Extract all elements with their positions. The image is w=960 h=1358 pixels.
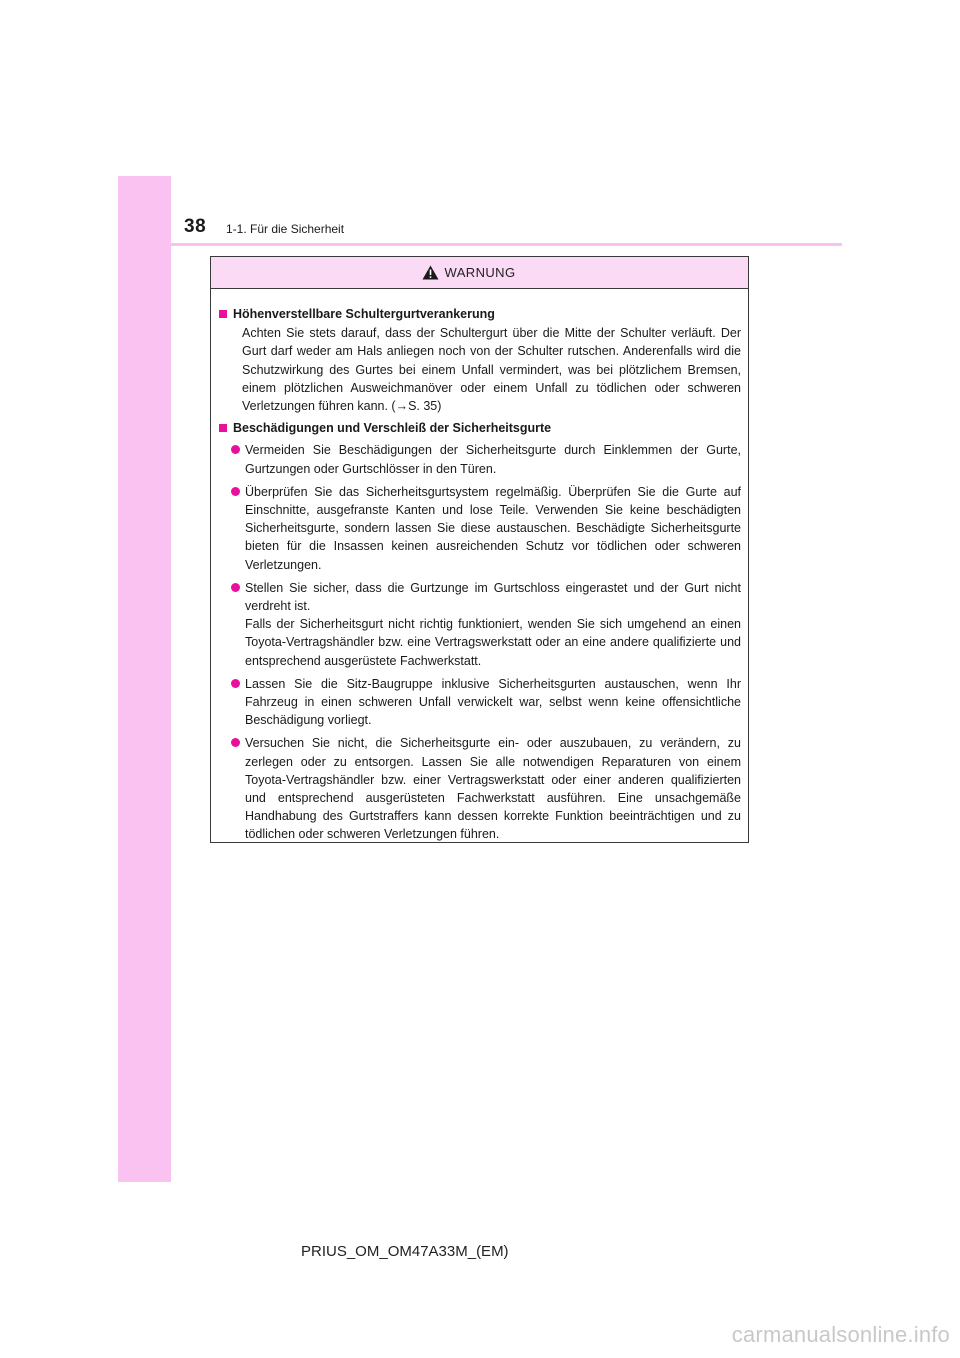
bullet-dot-icon xyxy=(231,679,240,688)
section-heading: Beschädigungen und Verschleiß der Sicherheitsgurte xyxy=(218,419,741,437)
bullet-dot-icon xyxy=(231,583,240,592)
list-item: Versuchen Sie nicht, die Sicherheitsgurte ein- oder auszubauen, zu verändern, zu zerlegen oder zu entsorgen. Lassen Sie alle notwendigen Reparaturen von einem Toyota-Vertragshändler bzw. einer Vertragswerkstatt oder einer anderen qualifizierten und entsprechend ausgerüsteten Fachwerkstatt ausführen. Eine unsachgemäße Handhabung des Gurtstraffers kann dessen korrekte Funktion beeinträchtigen und zu tödlichen oder schweren Verletzungen führen. xyxy=(231,734,741,843)
list-item: Lassen Sie die Sitz-Baugruppe inklusive Sicherheitsgurten austauschen, wenn Ihr Fahrzeug in einen schweren Unfall verwickelt war, selbst wenn keine offensichtliche Beschädigung vorliegt. xyxy=(231,675,741,730)
list-item: Vermeiden Sie Beschädigungen der Sicherheitsgurte durch Einklemmen der Gurte, Gurtzungen oder Gurtschlösser in den Türen. xyxy=(231,441,741,477)
square-bullet-icon xyxy=(219,310,227,318)
document-code: PRIUS_OM_OM47A33M_(EM) xyxy=(301,1243,509,1260)
warning-triangle-icon xyxy=(422,265,439,280)
section-title: 1-1. Für die Sicherheit xyxy=(226,222,345,236)
warning-title: WARNUNG xyxy=(444,265,516,280)
section-heading: Höhenverstellbare Schultergurtverankerung xyxy=(218,305,741,323)
bullet-dot-icon xyxy=(231,445,240,454)
warning-box xyxy=(210,256,749,843)
side-tab-band xyxy=(118,176,171,1182)
section-paragraph: Achten Sie stets darauf, dass der Schultergurt über die Mitte der Schulter verläuft. Der Gurt darf weder am Hals anliegen noch von der Schulter rutschen. Anderenfalls wird die Schutzwirkung des Gurtes bei einem Unfall vermindert, was bei plötzlichem Bremsen, einem plötzlichen Ausweichmanöver oder einem Unfall zu tödlichen oder schweren Verletzungen führen kann. (→S. 35) xyxy=(242,326,741,414)
list-item: Überprüfen Sie das Sicherheitsgurtsystem regelmäßig. Überprüfen Sie die Gurte auf Einschnitte, ausgefranste Kanten und lose Teile. Verwenden Sie keine beschädigten Sicherheitsgurte, sondern lassen Sie diese austauschen. Beschädigte Sicherheitsgurte bieten für die Insassen keinen ausreichenden Schutz vor tödlichen oder schweren Verletzungen. xyxy=(231,483,741,574)
page-number: 38 xyxy=(184,216,207,237)
square-bullet-icon xyxy=(219,424,227,432)
header-divider xyxy=(118,243,842,246)
bullet-dot-icon xyxy=(231,738,240,747)
list-item: Stellen Sie sicher, dass die Gurtzunge im Gurtschloss eingerastet und der Gurt nicht verdreht ist. Falls der Sicherheitsgurt nicht richtig funktioniert, wenden Sie sich umgehend an einen Toyota-Vertragshändler bzw. eine Vertragswerkstatt oder an eine andere qualifizierte und entsprechend ausgerüstete Fachwerkstatt. xyxy=(231,579,741,670)
warning-header xyxy=(211,257,748,289)
warning-content xyxy=(211,289,748,844)
watermark: carmanualsonline.info xyxy=(731,1322,950,1347)
bullet-dot-icon xyxy=(231,487,240,496)
